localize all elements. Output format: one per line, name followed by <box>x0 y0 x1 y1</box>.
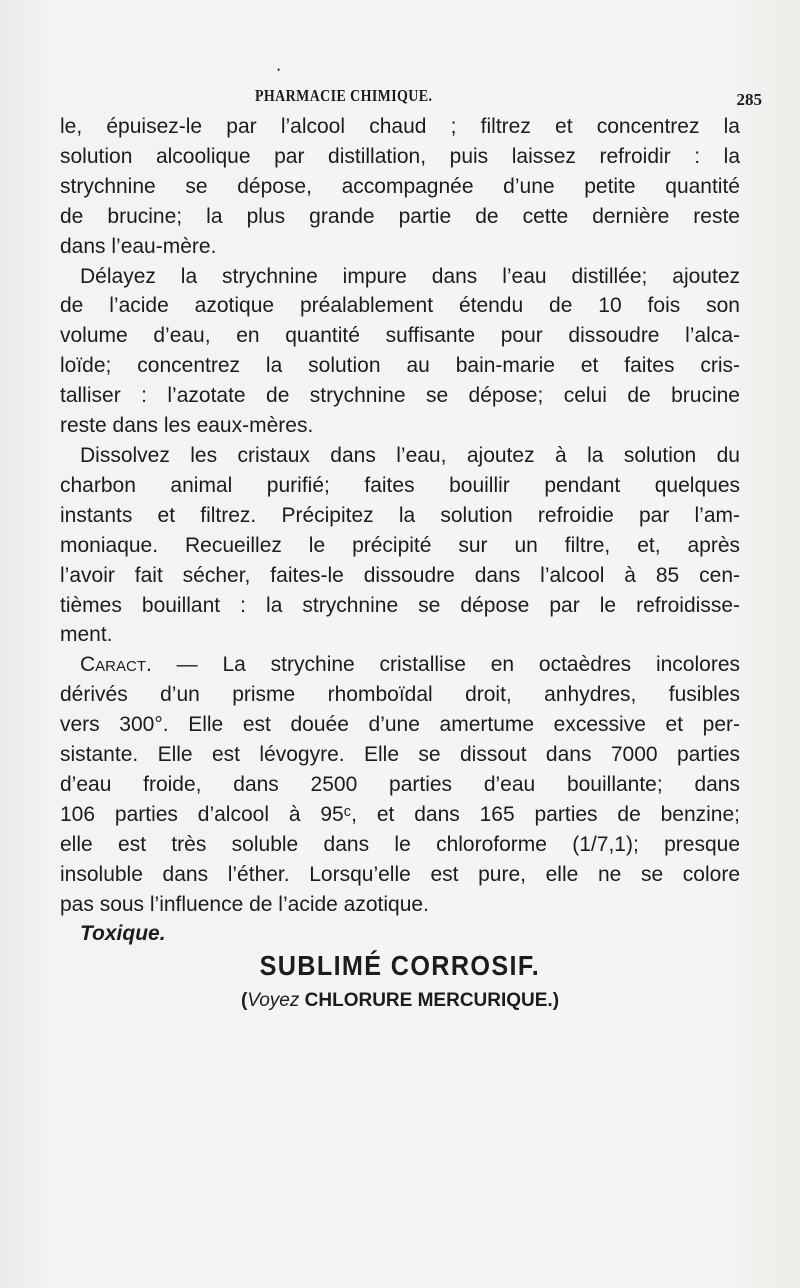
text-line: dans l’eau-mère. <box>60 234 217 258</box>
see-open-paren: ( <box>240 990 248 1011</box>
text-line: charbon animal purifié; faites bouillir pendant quelques <box>60 473 740 497</box>
text-line: vers 300°. Elle est douée d’une amertume excessive et per- <box>60 713 740 737</box>
text-line: insoluble dans l’éther. Lorsqu’elle est pure, elle ne se colore <box>60 862 740 886</box>
text-line: d’eau froide, dans 2500 parties d’eau bouillante; dans <box>60 772 740 796</box>
see-target: CHLORURE MERCURIQUE.) <box>299 990 560 1011</box>
text-line: instants et filtrez. Précipitez la solution refroidie par l’am- <box>60 503 740 527</box>
running-head: PHARMACIE CHIMIQUE. <box>255 86 433 105</box>
see-word: Voyez <box>247 990 300 1011</box>
text-line: le, épuisez-le par l’alcool chaud ; filtrez et concentrez la <box>60 115 740 138</box>
text-line: solution alcoolique par distillation, puis laissez refroidir : la <box>60 144 740 168</box>
paragraph-1 <box>60 112 740 262</box>
section-title <box>0 950 800 982</box>
text-line: de l’acide azotique préalablement étendu de 10 fois son <box>60 294 740 318</box>
text-line: tièmes bouillant : la strychnine se dépose par le refroidisse- <box>60 593 740 617</box>
toxique-label: Toxique. <box>80 922 166 946</box>
text-line: Délayez la strychnine impure dans l’eau distillée; ajoutez <box>80 264 740 288</box>
text-line: talliser : l’azotate de strychnine se dépose; celui de brucine <box>60 384 740 408</box>
text-line: Dissolvez les cristaux dans l’eau, ajoutez à la solution du <box>80 443 740 467</box>
text-line: de brucine; la plus grande partie de cette dernière reste <box>60 204 740 228</box>
paragraph-2 <box>60 262 740 441</box>
body-text <box>60 112 740 949</box>
text-line: sistante. Elle est lévogyre. Elle se dissout dans 7000 parties <box>60 743 740 767</box>
paragraph-3 <box>60 441 740 650</box>
text-line: 106 parties d’alcool à 95ᶜ, et dans 165 parties de benzine; <box>60 802 740 826</box>
text-line: strychnine se dépose, accompagnée d’une petite quantité <box>60 174 740 198</box>
page-number: 285 <box>736 90 762 109</box>
text-line: reste dans les eaux-mères. <box>60 414 314 438</box>
cross-reference <box>0 990 800 1012</box>
text-line: moniaque. Recueillez le précipité sur un filtre, et, après <box>60 533 740 557</box>
caract-label: Caract. <box>80 653 152 677</box>
text-line: pas sous l’influence de l’acide azotique. <box>60 892 429 916</box>
text-line: loïde; concentrez la solution au bain-marie et faites cris- <box>60 354 740 378</box>
text-line <box>60 650 740 680</box>
caract-text: — La strychine cristallise en octaèdres incolores <box>151 653 740 677</box>
text-line: volume d’eau, en quantité suffisante pour dissoudre l’alca- <box>60 324 740 348</box>
text-line: ment. <box>60 623 113 647</box>
paragraph-4 <box>60 650 740 919</box>
printer-mark: • <box>277 65 281 75</box>
section-title-text: SUBLIMÉ CORROSIF. <box>259 950 541 981</box>
text-line: l’avoir fait sécher, faites-le dissoudre dans l’alcool à 85 cen- <box>60 563 740 587</box>
text-line: dérivés d’un prisme rhomboïdal droit, anhydres, fusibles <box>60 683 740 707</box>
paragraph-5 <box>60 919 740 949</box>
text-line: elle est très soluble dans le chloroforme (1/7,1); presque <box>60 832 740 856</box>
